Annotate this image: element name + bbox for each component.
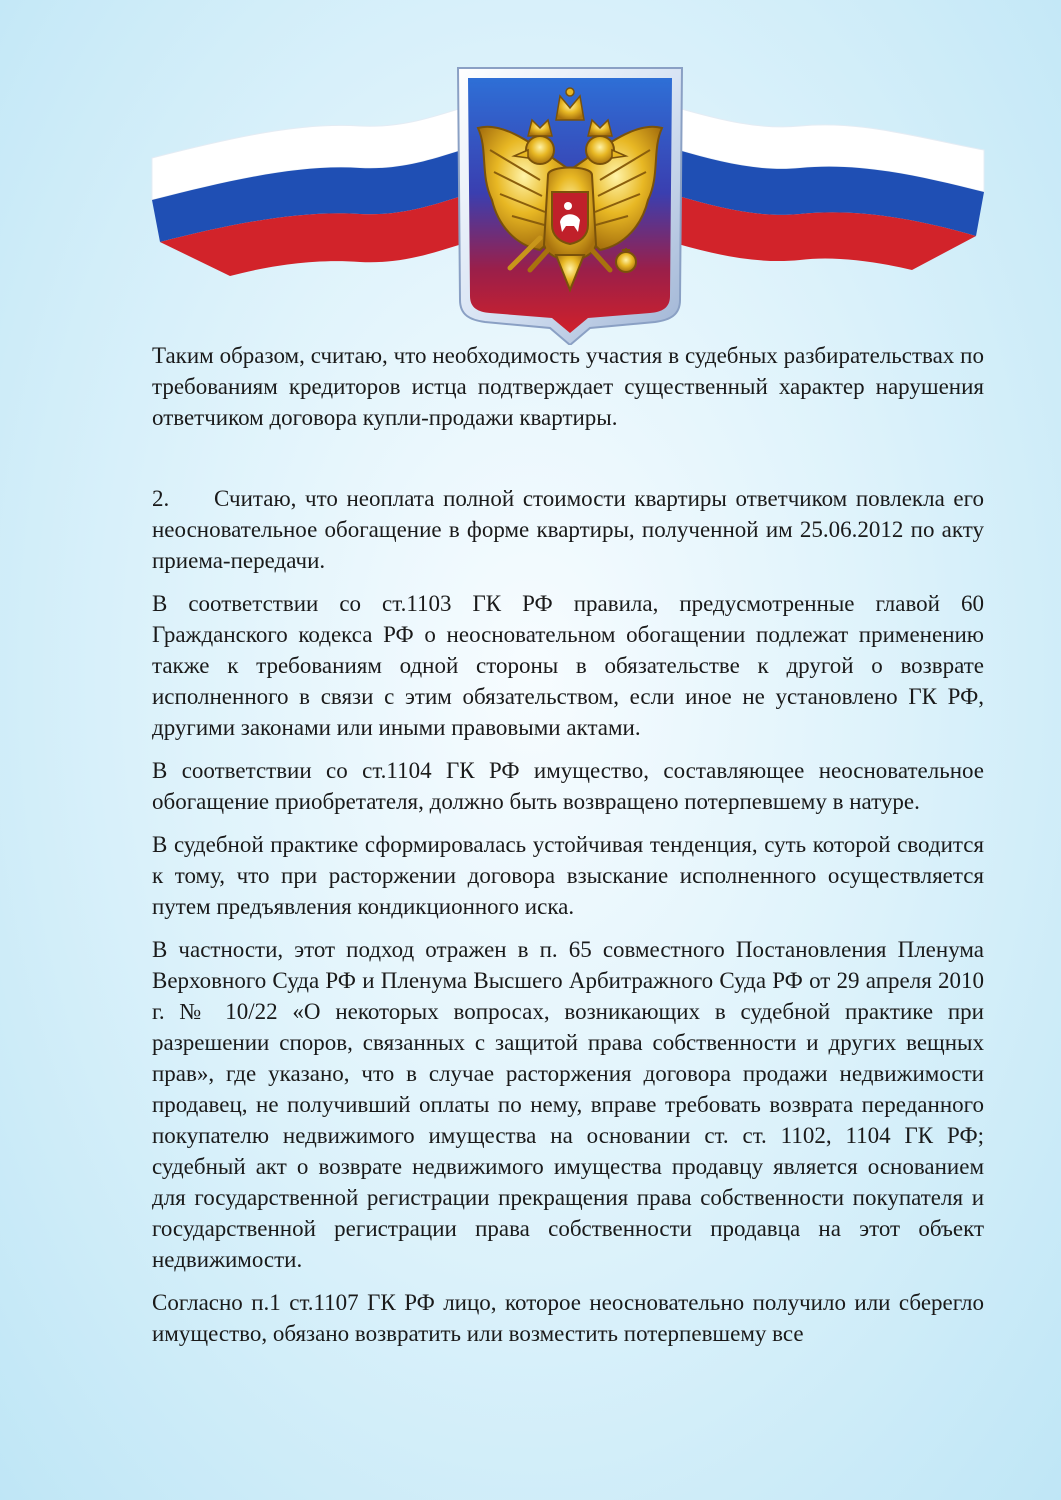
paragraph-unjust-enrichment: Считаю, что неоплата полной стоимости квартиры ответчиком повлекла его неосновательное обогащение в форме квартиры, полученной им 25.06.2012 по акту приема-передачи. (152, 486, 984, 573)
paragraph-article-1107: Согласно п.1 ст.1107 ГК РФ лицо, которое неосновательно получило или сберегло имущество, обязано возвратить или возместить потерпевшему все (152, 1290, 984, 1346)
paragraph-article-1104: В соответствии со ст.1104 ГК РФ имущество, составляющее неосновательное обогащение приобретателя, должно быть возвращено потерпевшему в натуре. (152, 758, 984, 814)
header-emblem (0, 0, 1061, 345)
flag-ribbon-left (152, 108, 462, 276)
document-body (152, 340, 984, 1361)
paragraph-article-1103: В соответствии со ст.1103 ГК РФ правила, предусмотренные главой 60 Гражданского кодекса РФ о неосновательном обогащении подлежат применению также к требованиям одной стороны в обязательстве к другой о возврате исполненного в связи с этим обязательством, если иное не установлено ГК РФ, другими законами или иными правовыми актами. (152, 591, 984, 740)
paragraph-judicial-practice: В судебной практике сформировалась устойчивая тенденция, суть которой сводится к тому, что при расторжении договора взыскание исполненного осуществляется путем предъявления кондикционного иска. (152, 832, 984, 919)
numbered-paragraph-2 (152, 483, 984, 576)
paragraph-plenum-resolution: В частности, этот подход отражен в п. 65 совместного Постановления Пленума Верховного Суда РФ и Пленума Высшего Арбитражного Суда РФ от 29 апреля 2010 г. № 10/22 «О некоторых вопросах, возникающих в судебной практике при разрешении споров, связанных с защитой права собственности и других вещных прав», где указано, что в случае расторжения договора продажи недвижимости продавец, не получивший оплаты по нему, вправе требовать возврата переданного покупателю недвижимого имущества на основании ст. ст. 1102, 1104 ГК РФ; судебный акт о возврате недвижимого имущества продавцу является основанием для государственной регистрации прекращения права собственности покупателя и государственной регистрации права собственности продавца на этот объект недвижимости. (152, 937, 984, 1272)
flag-ribbon-right (678, 108, 984, 270)
item-number: 2. (152, 486, 170, 511)
paragraph-conclusion: Таким образом, считаю, что необходимость участия в судебных разбирательствах по требованиям кредиторов истца подтверждает существенный характер нарушения ответчиком договора купли-продажи квартиры. (152, 343, 984, 430)
